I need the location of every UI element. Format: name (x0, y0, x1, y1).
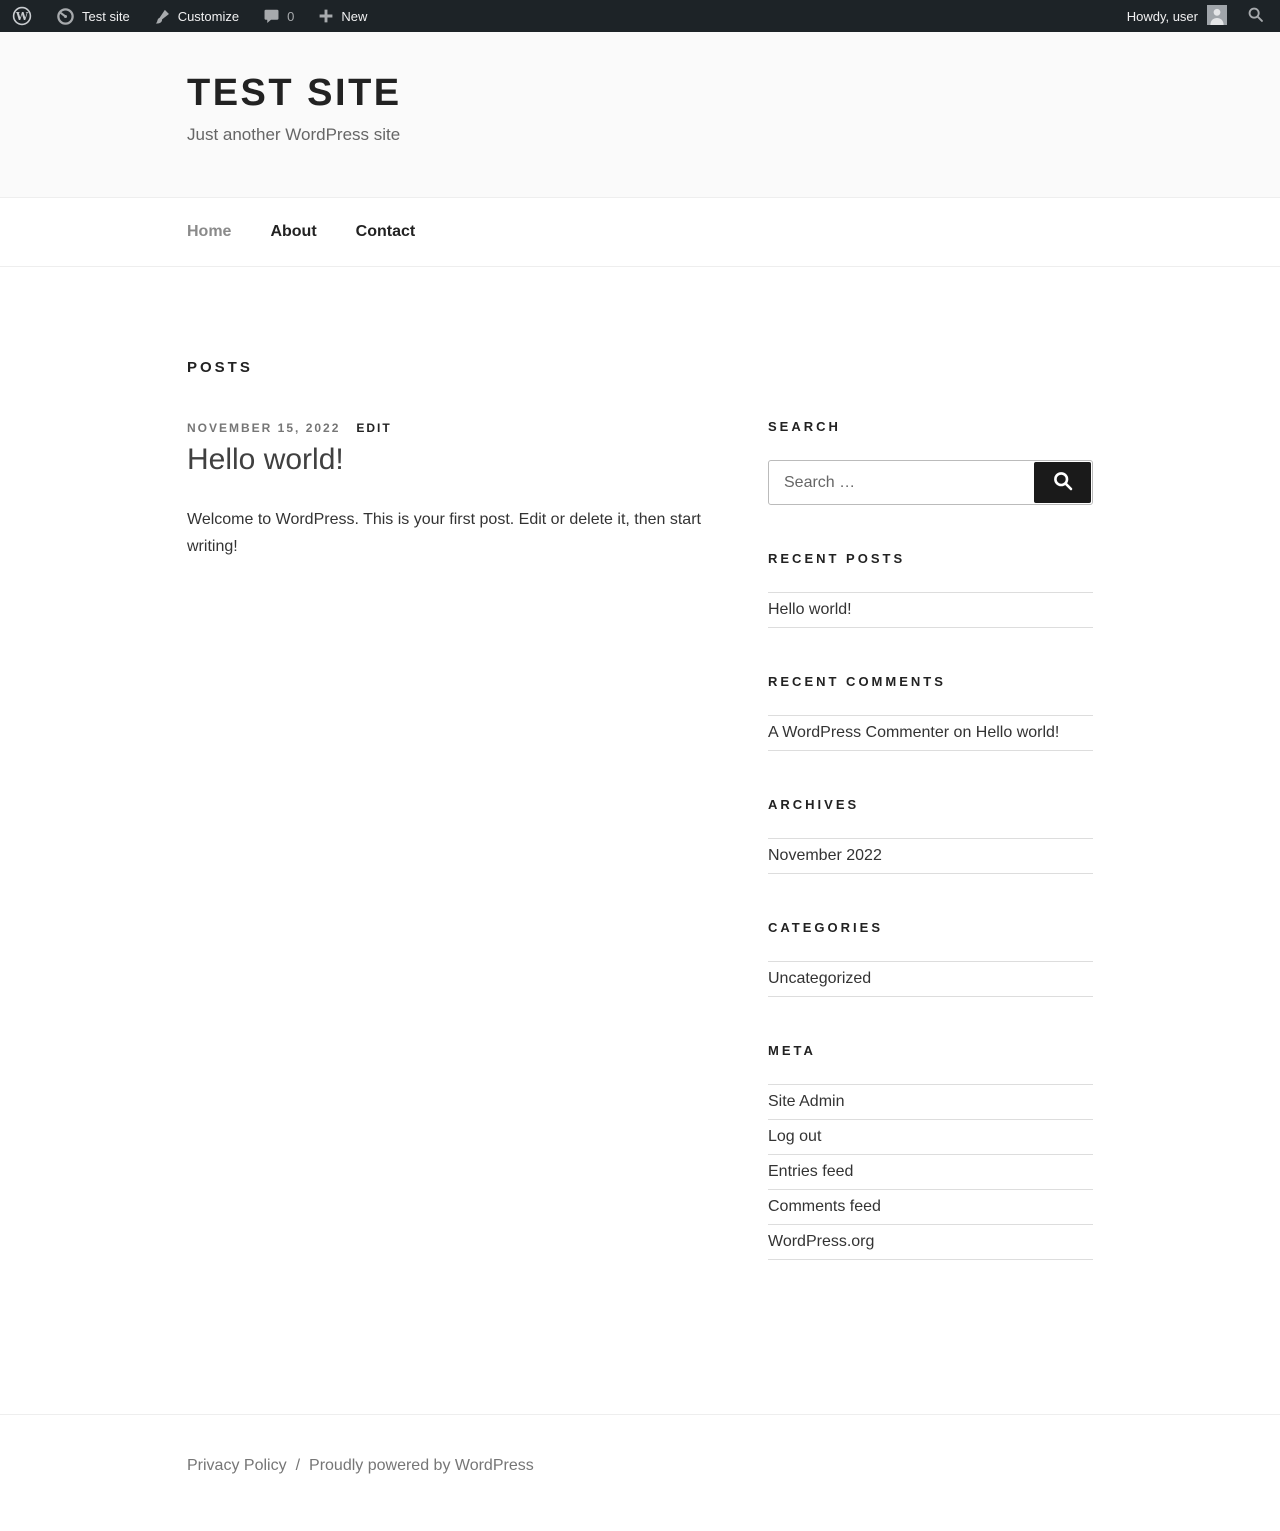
archives-title: ARCHIVES (768, 797, 860, 812)
customize-brush-icon (154, 8, 171, 25)
privacy-policy-link[interactable]: Privacy Policy (187, 1457, 287, 1474)
list-item (768, 839, 1093, 874)
search-widget (768, 419, 1093, 505)
search-form (768, 460, 1093, 505)
comment-connector: on (949, 724, 976, 741)
list-item (768, 1190, 1093, 1225)
search-widget-title: SEARCH (768, 419, 841, 434)
post-title (187, 443, 712, 477)
admin-bar-howdy-label: Howdy, user (1126, 8, 1198, 24)
powered-by-link[interactable]: Proudly powered by WordPress (309, 1457, 534, 1474)
plus-icon (318, 8, 334, 24)
avatar (1207, 5, 1227, 28)
posts-column (187, 359, 712, 1306)
list-item (768, 716, 1093, 751)
nav-link-about[interactable]: About (270, 223, 317, 240)
admin-bar (0, 0, 1280, 32)
archive-link[interactable]: November 2022 (768, 847, 882, 864)
recent-comments-widget (768, 674, 1093, 751)
admin-bar-search[interactable] (1237, 6, 1274, 26)
recent-comments-title: RECENT COMMENTS (768, 674, 946, 689)
admin-bar-new[interactable] (306, 0, 379, 32)
sidebar (768, 419, 1093, 1306)
search-button-icon (1052, 470, 1074, 495)
posts-section-title: POSTS (187, 359, 253, 376)
categories-title: CATEGORIES (768, 920, 883, 935)
meta-site-admin-link[interactable]: Site Admin (768, 1093, 845, 1110)
meta-widget (768, 1043, 1093, 1260)
post-title-link[interactable]: Hello world! (187, 443, 344, 476)
meta-log-out-link[interactable]: Log out (768, 1128, 822, 1145)
nav-link-home[interactable]: Home (187, 223, 232, 240)
admin-bar-comments[interactable] (251, 0, 306, 32)
list-item (768, 1155, 1093, 1190)
dashboard-gauge-icon (56, 7, 75, 26)
meta-entries-feed-link[interactable]: Entries feed (768, 1163, 854, 1180)
post-edit-link[interactable]: EDIT (356, 421, 392, 435)
meta-title: META (768, 1043, 816, 1058)
comments-bubble-icon (263, 8, 280, 25)
post-date-link[interactable]: NOVEMBER 15, 2022 (187, 421, 341, 435)
site-footer (0, 1414, 1280, 1531)
site-content (187, 267, 1093, 1414)
archives-widget (768, 797, 1093, 874)
list-item (768, 1120, 1093, 1155)
wordpress-logo-menu[interactable] (0, 0, 44, 32)
comment-author-link[interactable]: A WordPress Commenter (768, 724, 950, 741)
recent-post-link[interactable]: Hello world! (768, 601, 852, 618)
site-title[interactable]: TEST SITE (187, 72, 402, 114)
nav-item-contact[interactable] (356, 223, 416, 241)
list-item (768, 1085, 1093, 1120)
search-icon (1247, 6, 1264, 26)
search-submit-button[interactable] (1034, 462, 1091, 503)
footer-separator: / (295, 1457, 301, 1474)
admin-bar-my-account[interactable] (1117, 5, 1237, 28)
post-meta (187, 421, 712, 435)
admin-bar-site-menu[interactable] (44, 0, 142, 32)
recent-posts-widget (768, 551, 1093, 628)
admin-bar-comments-count: 0 (287, 8, 295, 24)
list-item (768, 593, 1093, 628)
site-header (0, 32, 1280, 197)
post-body: Welcome to WordPress. This is your first post. Edit or delete it, then start writing! (187, 511, 701, 555)
list-item (768, 1225, 1093, 1260)
svg-text:W: W (15, 10, 29, 23)
meta-wordpress-org-link[interactable]: WordPress.org (768, 1233, 875, 1250)
nav-link-contact[interactable]: Contact (355, 223, 416, 240)
admin-bar-customize[interactable] (142, 0, 251, 32)
nav-item-home[interactable] (187, 223, 231, 241)
nav-item-about[interactable] (270, 223, 316, 241)
meta-comments-feed-link[interactable]: Comments feed (768, 1198, 881, 1215)
list-item (768, 962, 1093, 997)
admin-bar-site-label: Test site (82, 8, 130, 24)
admin-bar-new-label: New (341, 8, 368, 24)
main-navigation (0, 197, 1280, 267)
site-tagline: Just another WordPress site (187, 125, 401, 144)
comment-post-link[interactable]: Hello world! (975, 724, 1060, 741)
categories-widget (768, 920, 1093, 997)
category-link[interactable]: Uncategorized (768, 970, 872, 987)
recent-posts-title: RECENT POSTS (768, 551, 906, 566)
post-article (187, 421, 712, 560)
wordpress-logo-icon (12, 6, 32, 26)
admin-bar-customize-label: Customize (177, 8, 240, 24)
